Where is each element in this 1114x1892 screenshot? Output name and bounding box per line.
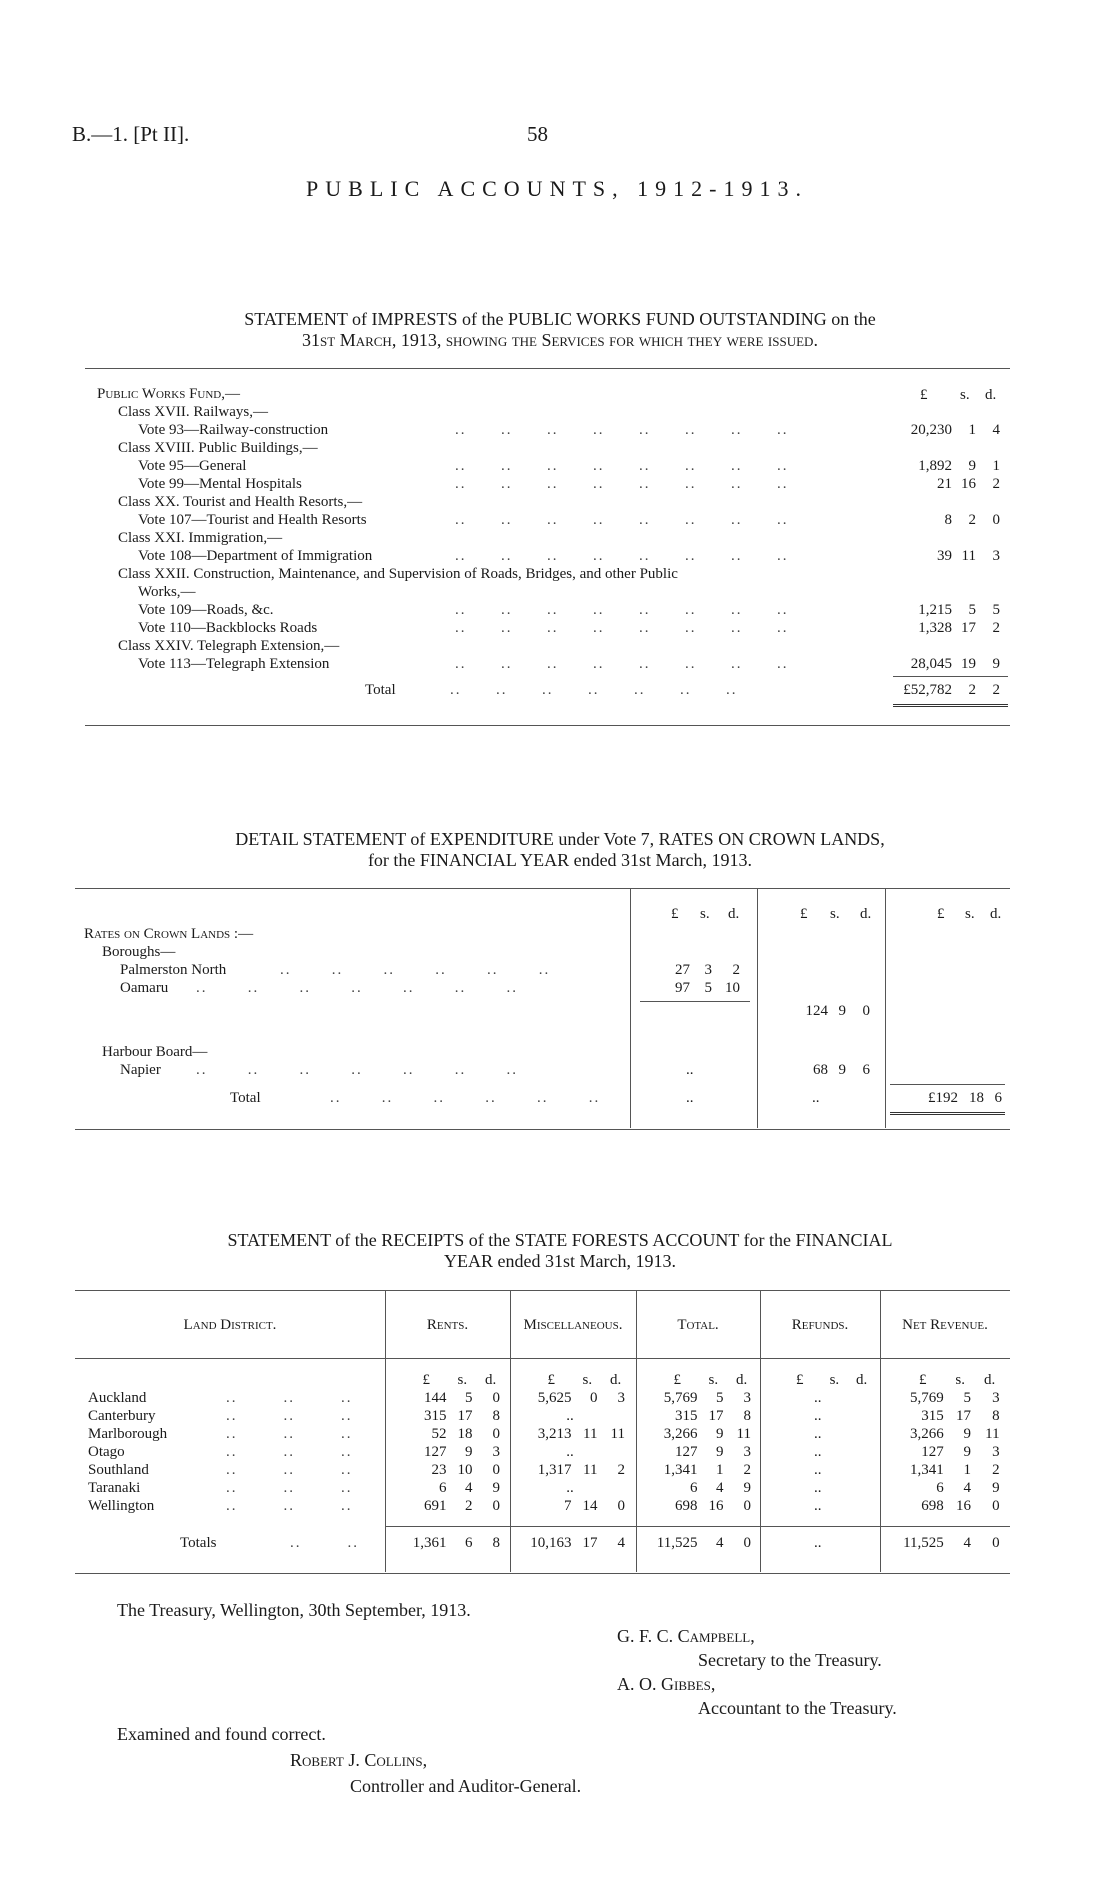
- forests-row-rents-pounds: 144: [424, 1390, 447, 1406]
- forests-row-net-pence: 3: [992, 1444, 1000, 1460]
- imprests-line-shillings: 2: [968, 512, 976, 528]
- signature-title-auditor: Controller and Auditor-General.: [350, 1776, 582, 1796]
- crown-lands-boroughs-label: Boroughs—: [102, 944, 176, 960]
- forests-row-total-pence: 3: [743, 1444, 751, 1460]
- imprests-title-line1: STATEMENT of IMPRESTS of the PUBLIC WORKS FUND OUTSTANDING on the: [244, 309, 876, 329]
- forests-totals-total-pounds: 11,525: [656, 1535, 698, 1551]
- signature-name-campbell: G. F. C. Campbell,: [617, 1626, 755, 1646]
- forests-row-rents-shillings: 9: [465, 1444, 473, 1460]
- imprests-line-label: Class XX. Tourist and Health Resorts,—: [118, 494, 363, 510]
- forests-row-leader: .. .. ..: [226, 1498, 353, 1514]
- imprests-line-pounds: 21: [937, 476, 952, 492]
- forests-row-refunds-blank: ..: [814, 1480, 822, 1496]
- forests-row-district: Wellington: [88, 1498, 155, 1514]
- imprests-total-pence: 2: [992, 682, 1000, 698]
- forests-row-net-pounds: 3,266: [910, 1426, 944, 1442]
- imprests-line-shillings: 5: [968, 602, 976, 618]
- forests-row-district: Marlborough: [88, 1426, 168, 1442]
- crown-col2-shillings-header: s.: [830, 906, 840, 922]
- forests-row-refunds-blank: ..: [814, 1498, 822, 1514]
- imprests-fund-label: Public Works Fund,—: [97, 386, 240, 402]
- forests-row-net-pounds: 127: [921, 1444, 944, 1460]
- forests-row-net-pence: 11: [985, 1426, 1000, 1442]
- imprests-line-label: Class XVIII. Public Buildings,—: [118, 440, 318, 456]
- forests-col-miscellaneous: Miscellaneous.: [523, 1317, 623, 1333]
- forests-total-pounds-header: £: [673, 1372, 681, 1388]
- forests-row-net-pence: 8: [992, 1408, 1000, 1424]
- forests-row-rents-pounds: 52: [431, 1426, 447, 1442]
- crown-col3-pounds-header: £: [937, 906, 945, 922]
- forests-row-leader: .. .. ..: [226, 1390, 353, 1406]
- forests-row-misc-pence: 11: [610, 1426, 625, 1442]
- forests-col-rents: Rents.: [426, 1317, 469, 1333]
- imprests-line-shillings: 11: [961, 548, 976, 564]
- imprests-line-leader: .. .. .. .. .. .. .. ..: [455, 620, 789, 636]
- forests-row-refunds-blank: ..: [814, 1426, 822, 1442]
- crown-lands-palmerston-label: Palmerston North: [120, 962, 227, 978]
- imprests-line-pence: 3: [992, 548, 1000, 564]
- imprests-line-pence: 2: [992, 476, 1000, 492]
- forests-totals-total-shillings: 4: [716, 1535, 724, 1551]
- crown-palmerston-pounds: 27: [675, 962, 690, 978]
- forests-row-misc-pounds: 7: [564, 1498, 572, 1514]
- forests-row-total-pence: 3: [743, 1390, 751, 1406]
- forests-totals-net-pounds: 11,525: [903, 1535, 944, 1551]
- forests-row-leader: .. .. ..: [226, 1444, 353, 1460]
- forests-totals-label: Totals: [180, 1535, 217, 1551]
- crown-col1-shillings-header: s.: [700, 906, 710, 922]
- crown-col2-pounds-header: £: [800, 906, 808, 922]
- imprests-line-label: Class XXII. Construction, Maintenance, and Supervision of Roads, Bridges, and other Public: [118, 566, 678, 582]
- forests-row-net-shillings: 9: [963, 1444, 971, 1460]
- forests-row-misc-shillings: 11: [583, 1426, 598, 1442]
- crown-napier-pounds: 68: [813, 1062, 828, 1078]
- forests-misc-pounds-header: £: [547, 1372, 555, 1388]
- imprests-line-pounds: 1,892: [918, 458, 952, 474]
- imprests-line-label: Vote 113—Telegraph Extension: [138, 656, 330, 672]
- crown-total-col1: ..: [686, 1090, 694, 1106]
- forests-row-rents-pence: 0: [492, 1462, 500, 1478]
- forests-row-leader: .. .. ..: [226, 1408, 353, 1424]
- crown-col1-pounds-header: £: [671, 906, 679, 922]
- forests-row-refunds-blank: ..: [814, 1444, 822, 1460]
- crown-lands-total-label: Total: [230, 1090, 261, 1106]
- forests-net-pence-header: d.: [984, 1372, 996, 1388]
- crown-lands-palmerston-leader: .. .. .. .. .. ..: [280, 962, 551, 978]
- crown-lands-col-rule-3: [885, 888, 886, 1128]
- crown-palmerston-pence: 2: [732, 962, 740, 978]
- imprests-total-pounds: £52,782: [903, 682, 952, 698]
- imprests-line-label: Vote 95—General: [138, 458, 247, 474]
- imprests-line-shillings: 1: [968, 422, 976, 438]
- imprests-total-label: Total: [365, 682, 396, 698]
- crown-lands-napier-label: Napier: [120, 1062, 161, 1078]
- imprests-line-pence: 5: [992, 602, 1000, 618]
- forests-row-leader: .. .. ..: [226, 1462, 353, 1478]
- imprests-pence-header: d.: [985, 387, 997, 403]
- forests-row-total-shillings: 4: [716, 1480, 724, 1496]
- forests-row-rents-pence: 8: [492, 1408, 500, 1424]
- crown-total-double-rule: [890, 1112, 1005, 1115]
- forests-row-total-shillings: 1: [716, 1462, 724, 1478]
- signature-place-date: The Treasury, Wellington, 30th September, 1913.: [117, 1600, 471, 1620]
- crown-oamaru-pounds: 97: [675, 980, 690, 996]
- imprests-total-leader: .. .. .. .. .. .. ..: [450, 682, 738, 698]
- forests-title-line1: STATEMENT of the RECEIPTS of the STATE FORESTS ACCOUNT for the FINANCIAL: [227, 1230, 893, 1250]
- forests-row-misc-shillings: 11: [583, 1462, 598, 1478]
- forests-row-district: Taranaki: [88, 1480, 141, 1496]
- imprests-line-label: Vote 109—Roads, &c.: [138, 602, 274, 618]
- forests-row-rents-pounds: 315: [424, 1408, 447, 1424]
- imprests-line-label: Vote 107—Tourist and Health Resorts: [138, 512, 367, 528]
- crown-lands-heading: Rates on Crown Lands :—: [84, 926, 254, 942]
- forests-row-total-pence: 9: [743, 1480, 751, 1496]
- forests-totals-rents-pence: 8: [492, 1535, 500, 1551]
- forests-row-net-pence: 3: [992, 1390, 1000, 1406]
- forests-row-total-shillings: 5: [716, 1390, 724, 1406]
- crown-total-shillings: 18: [969, 1090, 984, 1106]
- imprests-line-shillings: 17: [961, 620, 976, 636]
- forests-row-total-pounds: 5,769: [663, 1390, 698, 1406]
- forests-row-misc-pence: 0: [617, 1498, 625, 1514]
- forests-row-total-pounds: 3,266: [663, 1426, 698, 1442]
- imprests-line-leader: .. .. .. .. .. .. .. ..: [455, 656, 789, 672]
- page-title: PUBLIC ACCOUNTS, 1912-1913.: [306, 176, 808, 201]
- forests-row-net-pounds: 315: [921, 1408, 944, 1424]
- forests-row-district: Southland: [88, 1462, 149, 1478]
- forests-row-district: Otago: [88, 1444, 125, 1460]
- forests-row-leader: .. .. ..: [226, 1480, 353, 1496]
- imprests-line-pence: 1: [992, 458, 1000, 474]
- imprests-total-rule: [893, 676, 1008, 677]
- crown-col1-pence-header: d.: [728, 906, 740, 922]
- crown-lands-harbour-label: Harbour Board—: [102, 1044, 208, 1060]
- forests-row-net-shillings: 9: [963, 1426, 971, 1442]
- forests-header-rule: [75, 1358, 1010, 1359]
- forests-row-total-pounds: 127: [675, 1444, 698, 1460]
- forests-row-rents-shillings: 18: [457, 1426, 473, 1442]
- imprests-line-label: Vote 99—Mental Hospitals: [138, 476, 302, 492]
- imprests-line-leader: .. .. .. .. .. .. .. ..: [455, 458, 789, 474]
- forests-totals-rents-pounds: 1,361: [412, 1535, 447, 1551]
- forests-row-rents-pounds: 691: [424, 1498, 447, 1514]
- forests-totals-net-shillings: 4: [963, 1535, 971, 1551]
- crown-lands-title: [60, 829, 1060, 871]
- imprests-line-leader: .. .. .. .. .. .. .. ..: [455, 602, 789, 618]
- forests-row-total-pounds: 6: [690, 1480, 698, 1496]
- forests-col-net-revenue: Net Revenue.: [902, 1317, 988, 1333]
- forests-row-rents-shillings: 10: [457, 1462, 473, 1478]
- forests-row-net-pounds: 1,341: [910, 1462, 944, 1478]
- crown-col2-pence-header: d.: [860, 906, 872, 922]
- imprests-line-label: Class XVII. Railways,—: [118, 404, 268, 420]
- forests-rents-shillings-header: s.: [457, 1372, 468, 1388]
- crown-total-pence: 6: [994, 1090, 1002, 1106]
- forests-row-misc-shillings: 14: [582, 1498, 598, 1514]
- imprests-line-leader: .. .. .. .. .. .. .. ..: [455, 422, 789, 438]
- forests-row-net-pence: 9: [992, 1480, 1000, 1496]
- signature-name-gibbes: A. O. Gibbes,: [617, 1674, 716, 1694]
- crown-lands-title-line1: DETAIL STATEMENT of EXPENDITURE under Vote 7, RATES ON CROWN LANDS,: [235, 829, 885, 849]
- crown-napier-col1: ..: [686, 1062, 694, 1078]
- forests-misc-shillings-header: s.: [582, 1372, 593, 1388]
- forests-row-total-pence: 0: [743, 1498, 751, 1514]
- imprests-line-label: Vote 93—Railway-construction: [138, 422, 329, 438]
- forests-row-total-pence: 2: [743, 1462, 751, 1478]
- crown-napier-shillings: 9: [838, 1062, 846, 1078]
- forests-row-total-shillings: 17: [708, 1408, 724, 1424]
- forests-totals-rule: [385, 1526, 1010, 1527]
- forests-row-total-shillings: 16: [708, 1498, 724, 1514]
- forests-row-rents-pence: 0: [492, 1426, 500, 1442]
- forests-refunds-pounds-header: £: [796, 1372, 804, 1388]
- document-reference: B.—1. [Pt II].: [72, 122, 190, 146]
- imprests-line-pence: 2: [992, 620, 1000, 636]
- crown-oamaru-pence: 10: [725, 980, 740, 996]
- forests-row-total-pence: 11: [736, 1426, 751, 1442]
- crown-boroughs-subtotal-pounds: 124: [805, 1003, 828, 1019]
- forests-row-total-pence: 8: [743, 1408, 751, 1424]
- forests-row-total-pounds: 315: [675, 1408, 698, 1424]
- imprests-line-leader: .. .. .. .. .. .. .. ..: [455, 476, 789, 492]
- forests-refunds-pence-header: d.: [856, 1372, 868, 1388]
- forests-row-rents-pounds: 23: [431, 1462, 447, 1478]
- crown-palmerston-shillings: 3: [704, 962, 712, 978]
- crown-col3-pence-header: d.: [990, 906, 1002, 922]
- signature-title-secretary: Secretary to the Treasury.: [698, 1650, 882, 1670]
- imprests-line-pounds: 28,045: [910, 656, 952, 672]
- forests-row-net-shillings: 16: [955, 1498, 971, 1514]
- forests-total-pence-header: d.: [736, 1372, 748, 1388]
- forests-rents-pence-header: d.: [485, 1372, 497, 1388]
- forests-col-total: Total.: [677, 1317, 719, 1333]
- page-number: 58: [527, 122, 548, 146]
- forests-row-misc-blank: ..: [566, 1408, 574, 1424]
- crown-lands-oamaru-label: Oamaru: [120, 980, 169, 996]
- crown-lands-total-leader: .. .. .. .. .. ..: [330, 1090, 601, 1106]
- forests-row-rents-shillings: 4: [465, 1480, 473, 1496]
- forests-row-rents-pounds: 127: [424, 1444, 447, 1460]
- forests-row-rents-shillings: 5: [465, 1390, 473, 1406]
- forests-totals-rents-shillings: 6: [465, 1535, 473, 1551]
- imprests-line-label: Vote 110—Backblocks Roads: [138, 620, 318, 636]
- forests-total-shillings-header: s.: [708, 1372, 719, 1388]
- forests-col-refunds: Refunds.: [791, 1317, 849, 1333]
- imprests-total-shillings: 2: [968, 682, 976, 698]
- forests-title: [60, 1230, 1060, 1272]
- forests-row-misc-blank: ..: [566, 1444, 574, 1460]
- forests-row-refunds-blank: ..: [814, 1390, 822, 1406]
- forests-row-misc-pounds: 5,625: [537, 1390, 572, 1406]
- forests-row-net-pounds: 5,769: [910, 1390, 944, 1406]
- forests-row-misc-blank: ..: [566, 1480, 574, 1496]
- crown-lands-col-rule-1: [630, 888, 631, 1128]
- forests-row-net-pounds: 698: [921, 1498, 944, 1514]
- imprests-line-pounds: 8: [944, 512, 952, 528]
- imprests-line-shillings: 16: [961, 476, 976, 492]
- imprests-line-label: Vote 108—Department of Immigration: [138, 548, 373, 564]
- imprests-line-leader: .. .. .. .. .. .. .. ..: [455, 548, 789, 564]
- forests-row-rents-shillings: 2: [465, 1498, 473, 1514]
- forests-row-refunds-blank: ..: [814, 1462, 822, 1478]
- crown-napier-pence: 6: [862, 1062, 870, 1078]
- forests-row-district: Canterbury: [88, 1408, 156, 1424]
- forests-row-net-pence: 0: [992, 1498, 1000, 1514]
- forests-rents-pounds-header: £: [422, 1372, 430, 1388]
- crown-lands-title-line2: for the FINANCIAL YEAR ended 31st March, 1913.: [367, 850, 753, 870]
- forests-row-rents-pence: 9: [492, 1480, 500, 1496]
- forests-row-misc-pence: 2: [617, 1462, 625, 1478]
- forests-totals-misc-pence: 4: [617, 1535, 625, 1551]
- forests-row-misc-pence: 3: [617, 1390, 625, 1406]
- imprests-line-pounds: 1,328: [918, 620, 952, 636]
- imprests-line-label: Class XXI. Immigration,—: [118, 530, 283, 546]
- forests-row-total-pounds: 1,341: [663, 1462, 698, 1478]
- signature-title-accountant: Accountant to the Treasury.: [698, 1698, 897, 1718]
- imprests-total-double-rule: [893, 704, 1008, 707]
- signature-name-collins: Robert J. Collins,: [290, 1750, 428, 1770]
- forests-col-land-district: Land District.: [183, 1317, 277, 1333]
- crown-lands-col-rule-2: [757, 888, 758, 1128]
- forests-row-rents-pounds: 6: [439, 1480, 447, 1496]
- imprests-line-pounds: 20,230: [910, 422, 952, 438]
- imprests-line-pence: 4: [992, 422, 1000, 438]
- forests-net-pounds-header: £: [919, 1372, 927, 1388]
- examined-statement: Examined and found correct.: [117, 1724, 326, 1744]
- forests-row-total-pounds: 698: [675, 1498, 698, 1514]
- forests-row-net-shillings: 1: [963, 1462, 971, 1478]
- imprests-line-label: Class XXIV. Telegraph Extension,—: [118, 638, 340, 654]
- imprests-pounds-header: £: [920, 387, 928, 403]
- forests-totals-leader: .. ..: [290, 1535, 359, 1551]
- forests-row-net-shillings: 4: [963, 1480, 971, 1496]
- crown-boroughs-subtotal-pence: 0: [862, 1003, 870, 1019]
- imprests-title: [60, 309, 1060, 351]
- forests-totals-misc-shillings: 17: [582, 1535, 598, 1551]
- crown-boroughs-subtotal-rule: [640, 1001, 750, 1002]
- crown-oamaru-shillings: 5: [704, 980, 712, 996]
- forests-row-leader: .. .. ..: [226, 1426, 353, 1442]
- forests-net-shillings-header: s.: [955, 1372, 965, 1388]
- imprests-shillings-header: s.: [960, 387, 970, 403]
- forests-row-district: Auckland: [88, 1390, 147, 1406]
- imprests-line-pounds: 39: [937, 548, 952, 564]
- imprests-line-shillings: 9: [968, 458, 976, 474]
- forests-row-total-shillings: 9: [716, 1444, 724, 1460]
- forests-row-rents-pence: 0: [492, 1390, 500, 1406]
- forests-row-refunds-blank: ..: [814, 1408, 822, 1424]
- imprests-line-leader: .. .. .. .. .. .. .. ..: [455, 512, 789, 528]
- crown-total-rule: [890, 1084, 1005, 1085]
- forests-totals-refunds-blank: ..: [814, 1535, 822, 1551]
- imprests-line-label: Works,—: [138, 584, 196, 600]
- forests-title-line2: YEAR ended 31st March, 1913.: [444, 1251, 676, 1271]
- forests-totals-total-pence: 0: [743, 1535, 751, 1551]
- forests-totals-net-pence: 0: [992, 1535, 1000, 1551]
- forests-misc-pence-header: d.: [610, 1372, 622, 1388]
- imprests-title-line2: 31st March, 1913, showing the Services for which they were issued.: [302, 330, 818, 350]
- imprests-line-pounds: 1,215: [918, 602, 952, 618]
- imprests-line-pence: 9: [992, 656, 1000, 672]
- crown-boroughs-subtotal-shillings: 9: [838, 1003, 846, 1019]
- imprests-line-pence: 0: [992, 512, 1000, 528]
- forests-row-rents-pence: 0: [492, 1498, 500, 1514]
- forests-row-net-shillings: 5: [963, 1390, 971, 1406]
- imprests-line-shillings: 19: [961, 656, 976, 672]
- forests-row-rents-pence: 3: [492, 1444, 500, 1460]
- crown-col3-shillings-header: s.: [965, 906, 975, 922]
- forests-row-misc-shillings: 0: [590, 1390, 598, 1406]
- forests-row-misc-pounds: 1,317: [537, 1462, 572, 1478]
- crown-lands-oamaru-leader: .. .. .. .. .. .. ..: [196, 980, 518, 996]
- crown-total-col2: ..: [812, 1090, 820, 1106]
- forests-row-misc-pounds: 3,213: [537, 1426, 572, 1442]
- forests-row-net-pounds: 6: [936, 1480, 944, 1496]
- forests-row-total-shillings: 9: [716, 1426, 724, 1442]
- forests-row-rents-shillings: 17: [457, 1408, 473, 1424]
- forests-refunds-shillings-header: s.: [829, 1372, 840, 1388]
- crown-lands-napier-leader: .. .. .. .. .. .. ..: [196, 1062, 518, 1078]
- forests-row-net-pence: 2: [992, 1462, 1000, 1478]
- forests-totals-misc-pounds: 10,163: [530, 1535, 572, 1551]
- crown-total-pounds: £192: [928, 1090, 958, 1106]
- forests-row-net-shillings: 17: [955, 1408, 971, 1424]
